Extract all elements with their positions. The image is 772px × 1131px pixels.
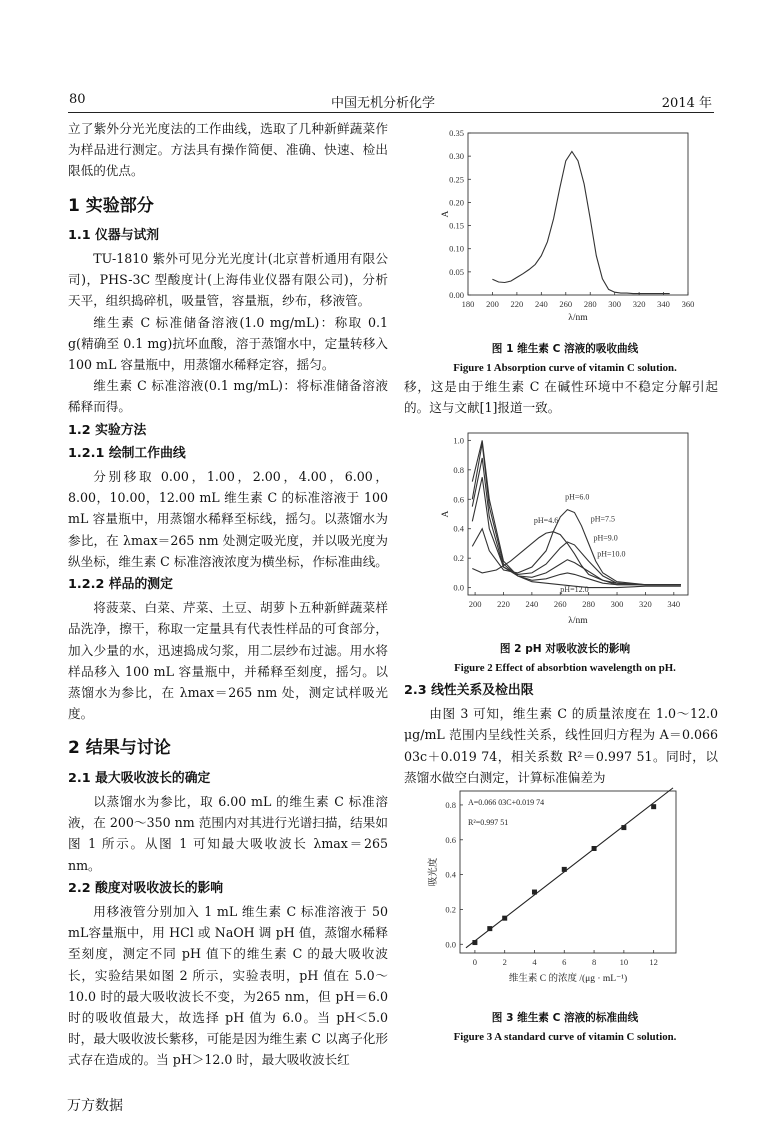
subsection-heading: 1.2.2 样品的测定 bbox=[68, 577, 173, 593]
x-tick-label: 4 bbox=[532, 957, 537, 967]
paragraph: TU-1810 紫外可见分光光度计(北京普析通用有限公司)，PHS-3C 型酸度计(上海伟业仪器有限公司)，分析天平，组织捣碎机，吸量管，容量瓶，纱布，移液管。 bbox=[68, 251, 388, 309]
series-label: pH=9.0 bbox=[593, 533, 618, 543]
figure-caption-en: Figure 1 Absorption curve of vitamin C solution. bbox=[453, 362, 677, 374]
series-label: pH=6.0 bbox=[565, 492, 590, 502]
series-line-absorbance bbox=[492, 152, 669, 294]
y-tick-label: 0.8 bbox=[445, 799, 456, 810]
x-axis-label: λ/nm bbox=[568, 616, 588, 626]
subsection-heading: 1.2 实验方法 bbox=[68, 422, 147, 438]
data-point bbox=[651, 804, 656, 809]
series-label: pH=12.0 bbox=[560, 585, 589, 595]
figure-caption-en: Figure 2 Effect of absorbtion wavelength on pH. bbox=[454, 662, 676, 674]
plot-frame bbox=[468, 433, 688, 595]
y-axis-label: A bbox=[441, 210, 451, 218]
x-axis-label: 维生素 C 的浓度 /(μg · mL⁻¹) bbox=[508, 974, 628, 984]
x-tick-label: 340 bbox=[667, 599, 681, 609]
figure-caption-en: Figure 3 A standard curve of vitamin C solution. bbox=[453, 1031, 677, 1043]
paragraph: 分别移取 0.00，1.00，2.00，4.00，6.00，8.00，10.00，12.00 mL 维生素 C 的标准溶液于 100 mL 容量瓶中，用蒸馏水稀释至标线，摇匀。以蒸馏水为参比，在 λmax＝265 nm 处测定吸光度，并以吸光度为纵坐标，维生素 C 标准溶液浓度为横坐标，作标准曲线。 bbox=[68, 469, 388, 569]
data-point bbox=[562, 867, 567, 872]
paragraph: 以蒸馏水为参比，取 6.00 mL 的维生素 C 标准溶液，在 200～350 nm 范围内对其进行光谱扫描，结果如图 1 所示。从图 1 可知最大吸收波长 λmax＝265 nm。 bbox=[68, 793, 388, 873]
subsection-heading: 1.1 仪器与试剂 bbox=[68, 227, 160, 243]
y-tick-label: 0.8 bbox=[453, 464, 464, 475]
subsection-heading: 2.2 酸度对吸收波长的影响 bbox=[68, 880, 224, 896]
figure-caption: 图 3 维生素 C 溶液的标准曲线 bbox=[491, 1012, 639, 1024]
y-axis-label: A bbox=[441, 510, 451, 518]
x-tick-label: 240 bbox=[525, 599, 539, 609]
figure-2 bbox=[410, 425, 720, 678]
x-tick-label: 360 bbox=[681, 299, 695, 309]
watermark: 万方数据 bbox=[67, 1098, 123, 1114]
data-point bbox=[487, 926, 492, 931]
y-tick-label: 0.25 bbox=[449, 174, 464, 185]
series-label: pH=7.5 bbox=[590, 514, 615, 524]
x-tick-label: 280 bbox=[583, 299, 597, 309]
x-tick-label: 320 bbox=[639, 599, 652, 609]
data-point bbox=[592, 846, 597, 851]
paragraph: 由图 3 可知，维生素 C 的质量浓度在 1.0～12.0 μg/mL 范围内呈线性关系，线性回归方程为 A＝0.066 03c＋0.019 74，相关系数 R²＝0.997 51。同时，以蒸馏水做空白测定，计算标准偏差为 bbox=[404, 706, 718, 785]
x-tick-label: 0 bbox=[472, 957, 478, 967]
absorption-curve-chart bbox=[410, 125, 720, 330]
plot-frame bbox=[468, 133, 688, 295]
right-column-text bbox=[404, 678, 718, 788]
left-column bbox=[68, 118, 388, 1071]
x-tick-label: 280 bbox=[582, 599, 596, 609]
x-tick-label: 340 bbox=[657, 299, 670, 309]
x-tick-label: 300 bbox=[610, 599, 624, 609]
x-tick-label: 260 bbox=[553, 599, 567, 609]
x-axis-label: λ/nm bbox=[568, 313, 588, 323]
section-heading: 2 结果与讨论 bbox=[68, 738, 171, 759]
figure-caption: 图 2 pH 对吸收波长的影响 bbox=[499, 643, 631, 655]
y-tick-label: 0.4 bbox=[445, 869, 456, 880]
data-point bbox=[472, 940, 477, 945]
x-tick-label: 12 bbox=[649, 957, 658, 967]
right-paragraph bbox=[404, 376, 718, 418]
y-tick-label: 0.2 bbox=[445, 904, 456, 915]
paragraph: 移，这是由于维生素 C 在碱性环境中不稳定分解引起的。这与文献[1]报道一致。 bbox=[404, 379, 718, 416]
x-tick-label: 320 bbox=[632, 299, 646, 309]
y-tick-label: 0.35 bbox=[449, 128, 464, 138]
x-tick-label: 220 bbox=[497, 599, 510, 609]
y-tick-label: 0.2 bbox=[453, 553, 464, 564]
series-label: pH=4.6 bbox=[533, 515, 559, 525]
paragraph: 立了紫外分光光度法的工作曲线，选取了几种新鲜蔬菜作为样品进行测定。方法具有操作简便、准确、快速、检出限低的优点。 bbox=[68, 121, 388, 179]
ph-effect-chart bbox=[410, 425, 720, 630]
paragraph: 用移液管分别加入 1 mL 维生素 C 标准溶液于 50 mL容量瓶中，用 HCl 或 NaOH 调 pH 值，蒸馏水稀释至刻度，测定不同 pH 值下的维生素 C 的最大吸收波长，实验结果如图 2 所示，实验表明，pH 值在 5.0～10.0 时的最大吸收波长不变，为265 nm，但 pH＝6.0 时的吸收值最大，故选择 pH 值为 6.0。当 pH＜5.0 时，最大吸收波长紫移，可能是因为维生素 C 以离子化形式存在造成的。当 pH＞12.0 时，最大吸收波长红 bbox=[68, 903, 388, 1068]
x-tick-label: 220 bbox=[510, 299, 524, 309]
y-axis-label: 吸光度 bbox=[429, 857, 439, 887]
page-number: 80 bbox=[69, 92, 86, 107]
x-tick-label: 260 bbox=[559, 299, 573, 309]
header-year: 2014 年 bbox=[661, 96, 712, 111]
figure-1 bbox=[410, 125, 720, 378]
x-tick-label: 200 bbox=[468, 599, 482, 609]
annotation: R²=0.997 51 bbox=[468, 818, 509, 827]
section-heading: 1 实验部分 bbox=[68, 195, 154, 216]
figure-3 bbox=[410, 785, 720, 1047]
y-tick-label: 0.6 bbox=[453, 494, 464, 505]
y-tick-label: 1.0 bbox=[453, 435, 464, 446]
x-tick-label: 300 bbox=[608, 299, 622, 309]
annotation: A=0.066 03C+0.019 74 bbox=[468, 798, 545, 807]
y-tick-label: 0.6 bbox=[445, 834, 456, 845]
y-tick-label: 0.30 bbox=[449, 151, 464, 162]
paragraph: 维生素 C 标准储备溶液(1.0 mg/mL)：称取 0.1 g(精确至 0.1 mg)抗坏血酸，溶于蒸馏水中，定量转移入 100 mL 容量瓶中，用蒸馏水稀释定容，摇匀。 bbox=[68, 314, 388, 373]
x-tick-label: 6 bbox=[562, 957, 567, 967]
subsection-heading: 2.3 线性关系及检出限 bbox=[404, 683, 534, 698]
x-tick-label: 10 bbox=[619, 957, 629, 967]
x-tick-label: 180 bbox=[461, 299, 475, 309]
standard-curve-chart bbox=[410, 785, 720, 995]
series-line-pH=9.0 bbox=[472, 458, 681, 585]
y-tick-label: 0.0 bbox=[445, 939, 456, 950]
plot-frame bbox=[460, 791, 676, 953]
x-tick-label: 200 bbox=[486, 299, 499, 309]
figure-caption: 图 1 维生素 C 溶液的吸收曲线 bbox=[491, 343, 639, 355]
journal-title: 中国无机分析化学 bbox=[331, 96, 436, 111]
y-tick-label: 0.20 bbox=[449, 197, 464, 208]
subsection-heading: 2.1 最大吸收波长的确定 bbox=[68, 770, 211, 786]
header-rule bbox=[68, 112, 714, 113]
y-tick-label: 0.15 bbox=[449, 220, 464, 231]
subsection-heading: 1.2.1 绘制工作曲线 bbox=[68, 445, 186, 461]
data-point bbox=[502, 916, 507, 921]
data-point bbox=[532, 890, 537, 895]
series-label: pH=10.0 bbox=[597, 549, 626, 559]
x-tick-label: 2 bbox=[502, 957, 507, 967]
x-tick-label: 8 bbox=[591, 957, 597, 967]
data-point bbox=[621, 825, 626, 830]
y-tick-label: 0.05 bbox=[449, 266, 464, 277]
regression-line bbox=[466, 788, 673, 948]
paragraph: 维生素 C 标准溶液(0.1 mg/mL)：将标准储备溶液稀释而得。 bbox=[68, 378, 388, 415]
series-line-pH=4.6 bbox=[472, 532, 681, 585]
y-tick-label: 0.00 bbox=[449, 290, 464, 300]
y-tick-label: 0.4 bbox=[453, 523, 464, 534]
y-tick-label: 0.0 bbox=[453, 582, 464, 593]
y-tick-label: 0.10 bbox=[449, 243, 464, 254]
x-tick-label: 240 bbox=[534, 299, 548, 309]
paragraph: 将菠菜、白菜、芹菜、土豆、胡萝卜五种新鲜蔬菜样品洗净，擦干，称取一定量具有代表性样品的可食部分，加入少量的水，迅速捣成匀浆，用二层纱布过滤。用水将样品移入 100 mL 容量瓶中，并稀释至刻度，摇匀。以蒸馏水为参比，在 λmax＝265 nm 处，测定试样吸光度。 bbox=[68, 600, 388, 722]
